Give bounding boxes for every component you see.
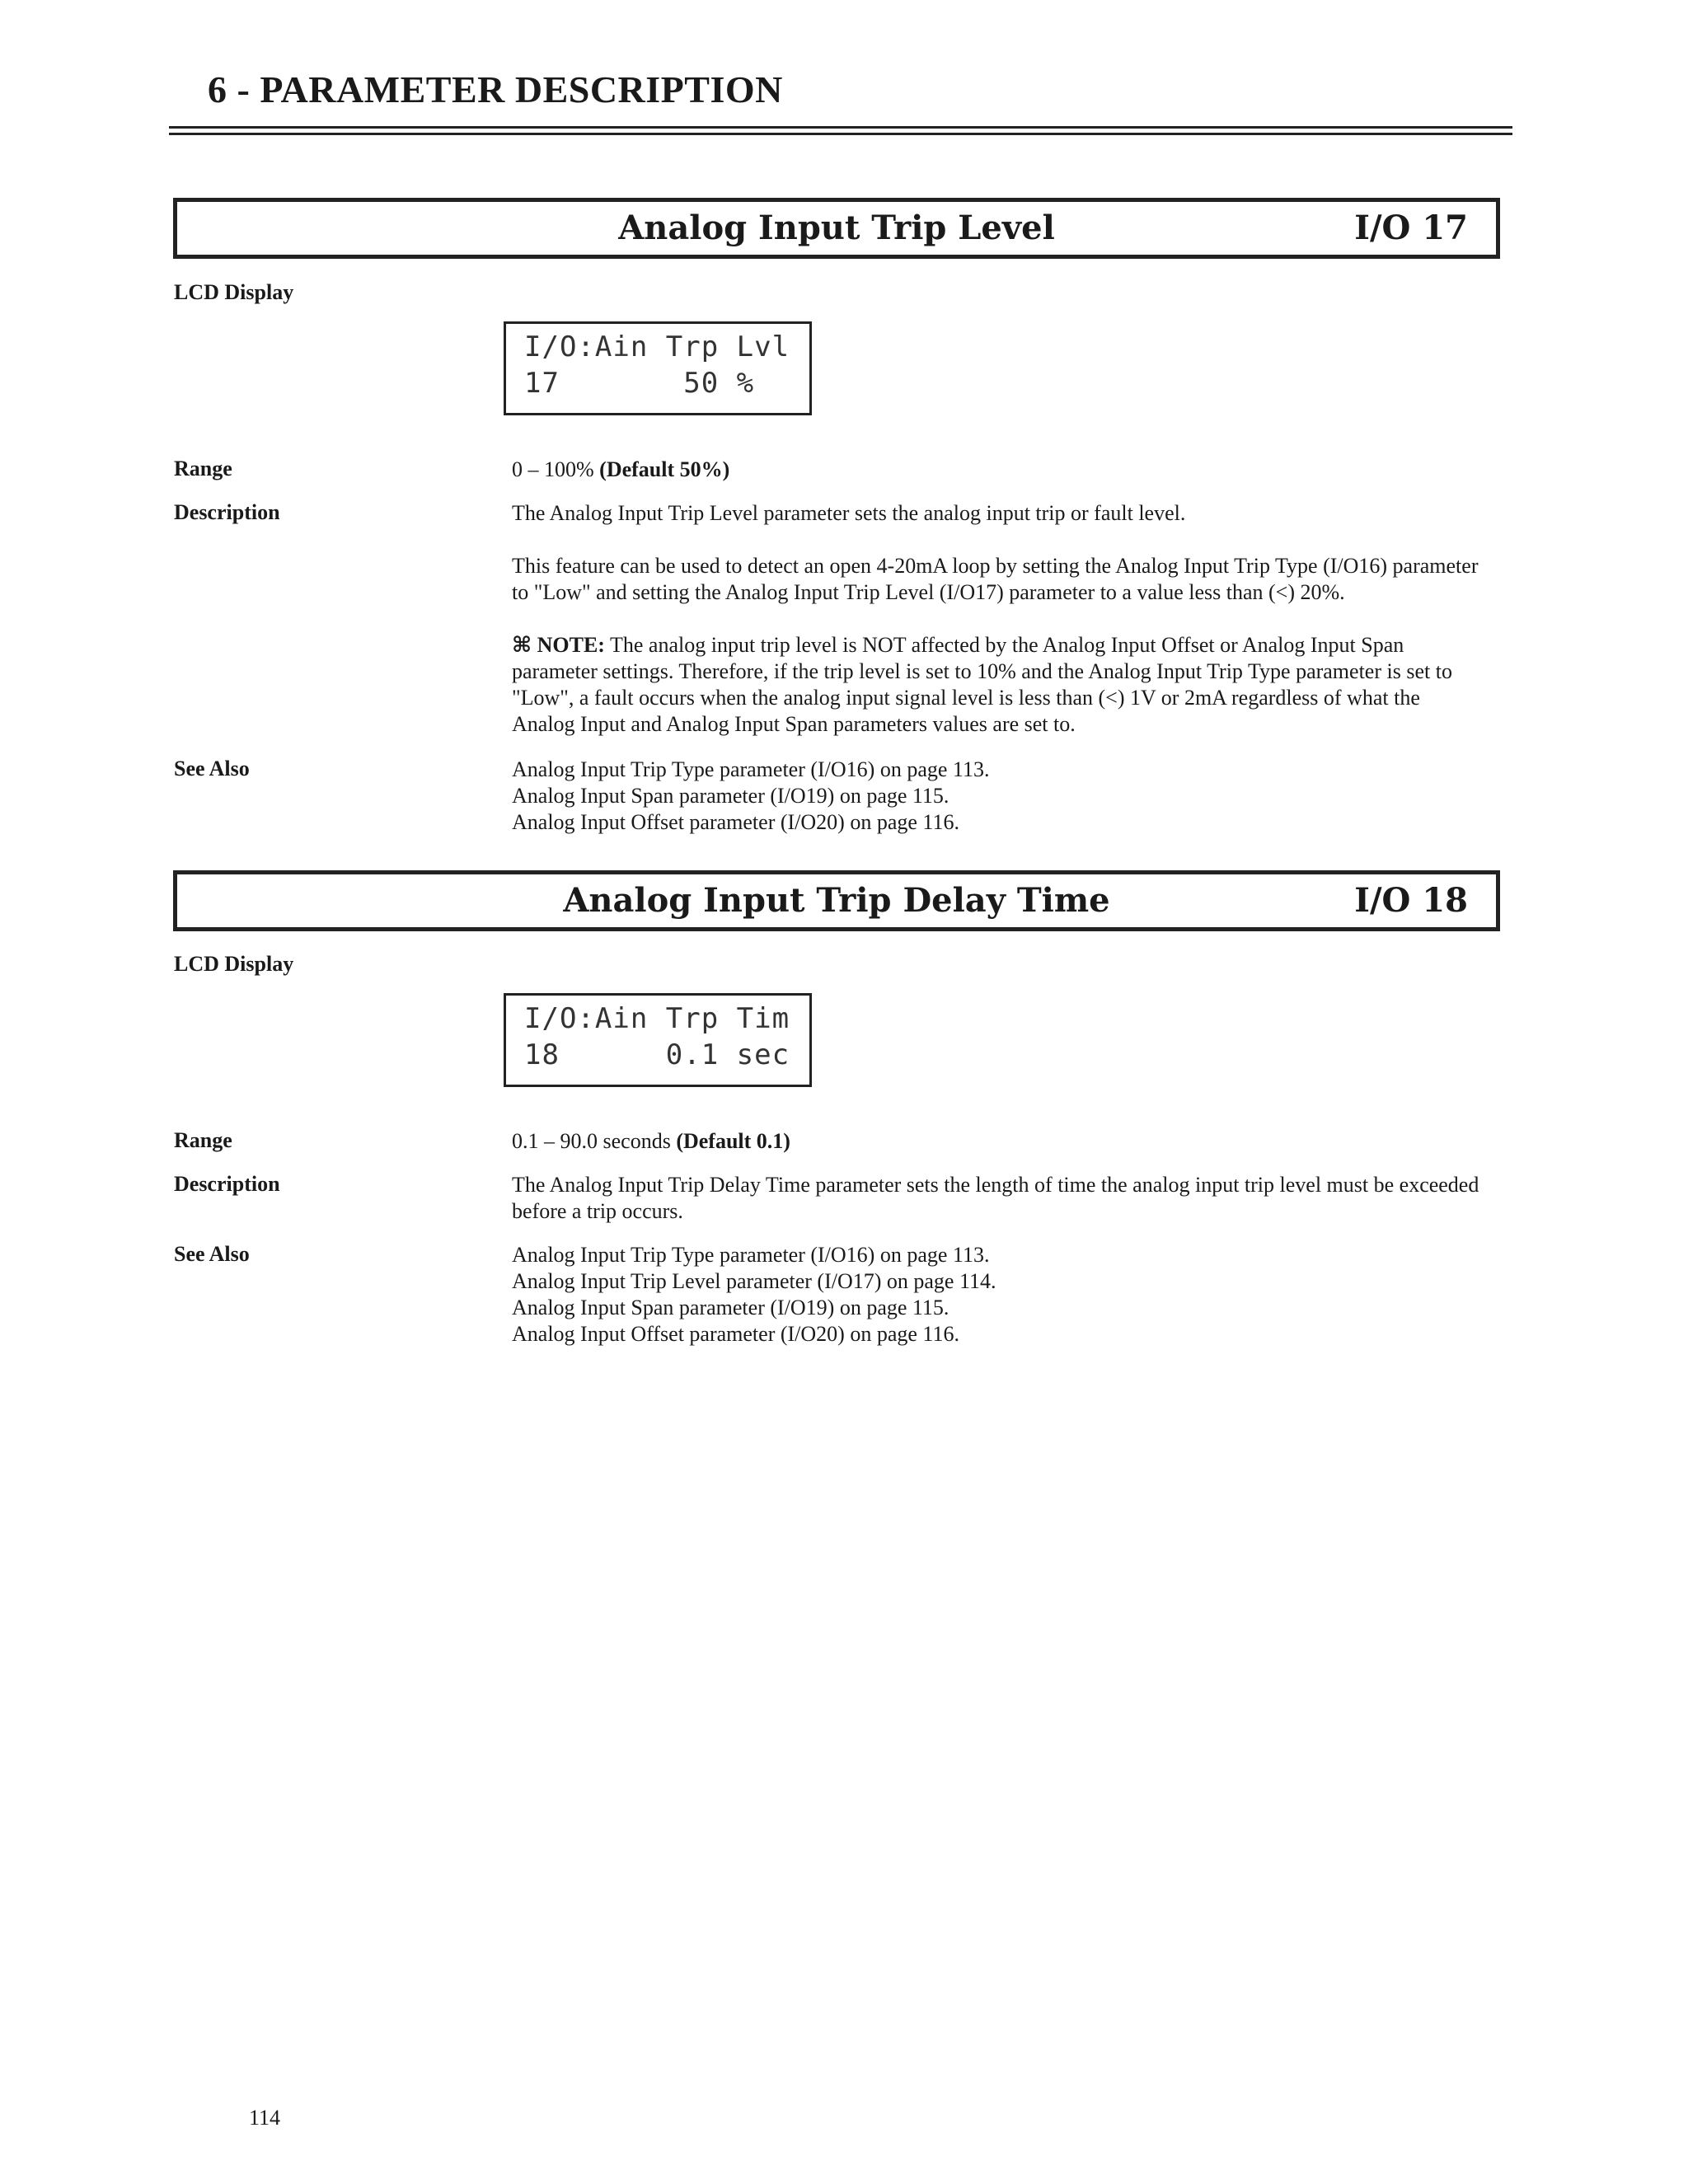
note-text: The analog input trip level is NOT affected by the Analog Input Offset or Analog Input Span parameter settings. Therefore, if the trip level is set to 10% and the Analog Input Trip Type parameter is set to "Low", a fault occurs when the analog input signal level is less than (<) 1V or 2mA regardless of what the Analog Input and Analog Input Span parameters values are set to.: [512, 633, 1452, 736]
header-rule-top: [169, 126, 1512, 129]
description-io18: [512, 1172, 1484, 1225]
range-label: Range: [174, 457, 232, 480]
param-code: I/O 17: [1354, 209, 1468, 247]
see-also-item: Analog Input Offset parameter (I/O20) on page 116.: [512, 810, 959, 834]
header-rule-bottom: [169, 133, 1512, 135]
lcd-display-label: LCD Display: [174, 280, 294, 304]
see-also-list-io17: [512, 757, 1484, 836]
range-default: (Default 50%): [599, 457, 730, 481]
page-number: 114: [249, 2106, 281, 2130]
lcd-line-1: I/O:Ain Trp Tim: [524, 1002, 790, 1035]
range-text: 0.1 – 90.0 seconds: [512, 1129, 677, 1153]
range-value: [512, 1128, 1484, 1155]
param-header-io17: [173, 198, 1500, 259]
see-also-item: Analog Input Trip Type parameter (I/O16) on page 113.: [512, 1243, 990, 1267]
range-default: (Default 0.1): [676, 1129, 790, 1153]
lcd-display-label: LCD Display: [174, 952, 294, 976]
see-also-item: Analog Input Offset parameter (I/O20) on page 116.: [512, 1322, 959, 1346]
note-paragraph: [512, 632, 1484, 738]
description-paragraph: The Analog Input Trip Level parameter sets the analog input trip or fault level.: [512, 501, 1186, 525]
see-also-label: See Also: [174, 1242, 250, 1266]
param-header-io18: [173, 870, 1500, 931]
see-also-item: Analog Input Trip Level parameter (I/O17) on page 114.: [512, 1269, 996, 1293]
lcd-line-2: 18 0.1 sec: [524, 1038, 790, 1071]
description-label: Description: [174, 1172, 280, 1196]
lcd-display-io18: [504, 993, 812, 1087]
see-also-item: Analog Input Span parameter (I/O19) on page 115.: [512, 784, 950, 808]
description-paragraph: This feature can be used to detect an open 4-20mA loop by setting the Analog Input Trip Type (I/O16) parameter to "Low" and setting the Analog Input Trip Level (I/O17) parameter to a value less than (<) 20%.: [512, 554, 1479, 604]
range-text: 0 – 100%: [512, 457, 600, 481]
see-also-label: See Also: [174, 757, 250, 780]
range-label: Range: [174, 1128, 232, 1152]
lcd-display-io17: [504, 321, 812, 415]
see-also-list-io18: [512, 1242, 1484, 1347]
lcd-line-2: 17 50 %: [524, 367, 755, 400]
note-label: NOTE:: [537, 633, 605, 657]
chapter-title: 6 - PARAMETER DESCRIPTION: [208, 68, 783, 110]
description-io17: [512, 500, 1484, 738]
range-value: [512, 457, 1484, 483]
param-name: Analog Input Trip Delay Time: [563, 881, 1110, 920]
param-name: Analog Input Trip Level: [618, 209, 1055, 247]
lcd-line-1: I/O:Ain Trp Lvl: [524, 330, 790, 363]
param-code: I/O 18: [1354, 881, 1468, 920]
note-icon: ⌘: [512, 633, 532, 657]
see-also-item: Analog Input Span parameter (I/O19) on page 115.: [512, 1296, 950, 1319]
see-also-item: Analog Input Trip Type parameter (I/O16) on page 113.: [512, 757, 990, 781]
description-label: Description: [174, 500, 280, 524]
description-paragraph: The Analog Input Trip Delay Time parameter sets the length of time the analog input trip level must be exceeded before a trip occurs.: [512, 1173, 1479, 1223]
